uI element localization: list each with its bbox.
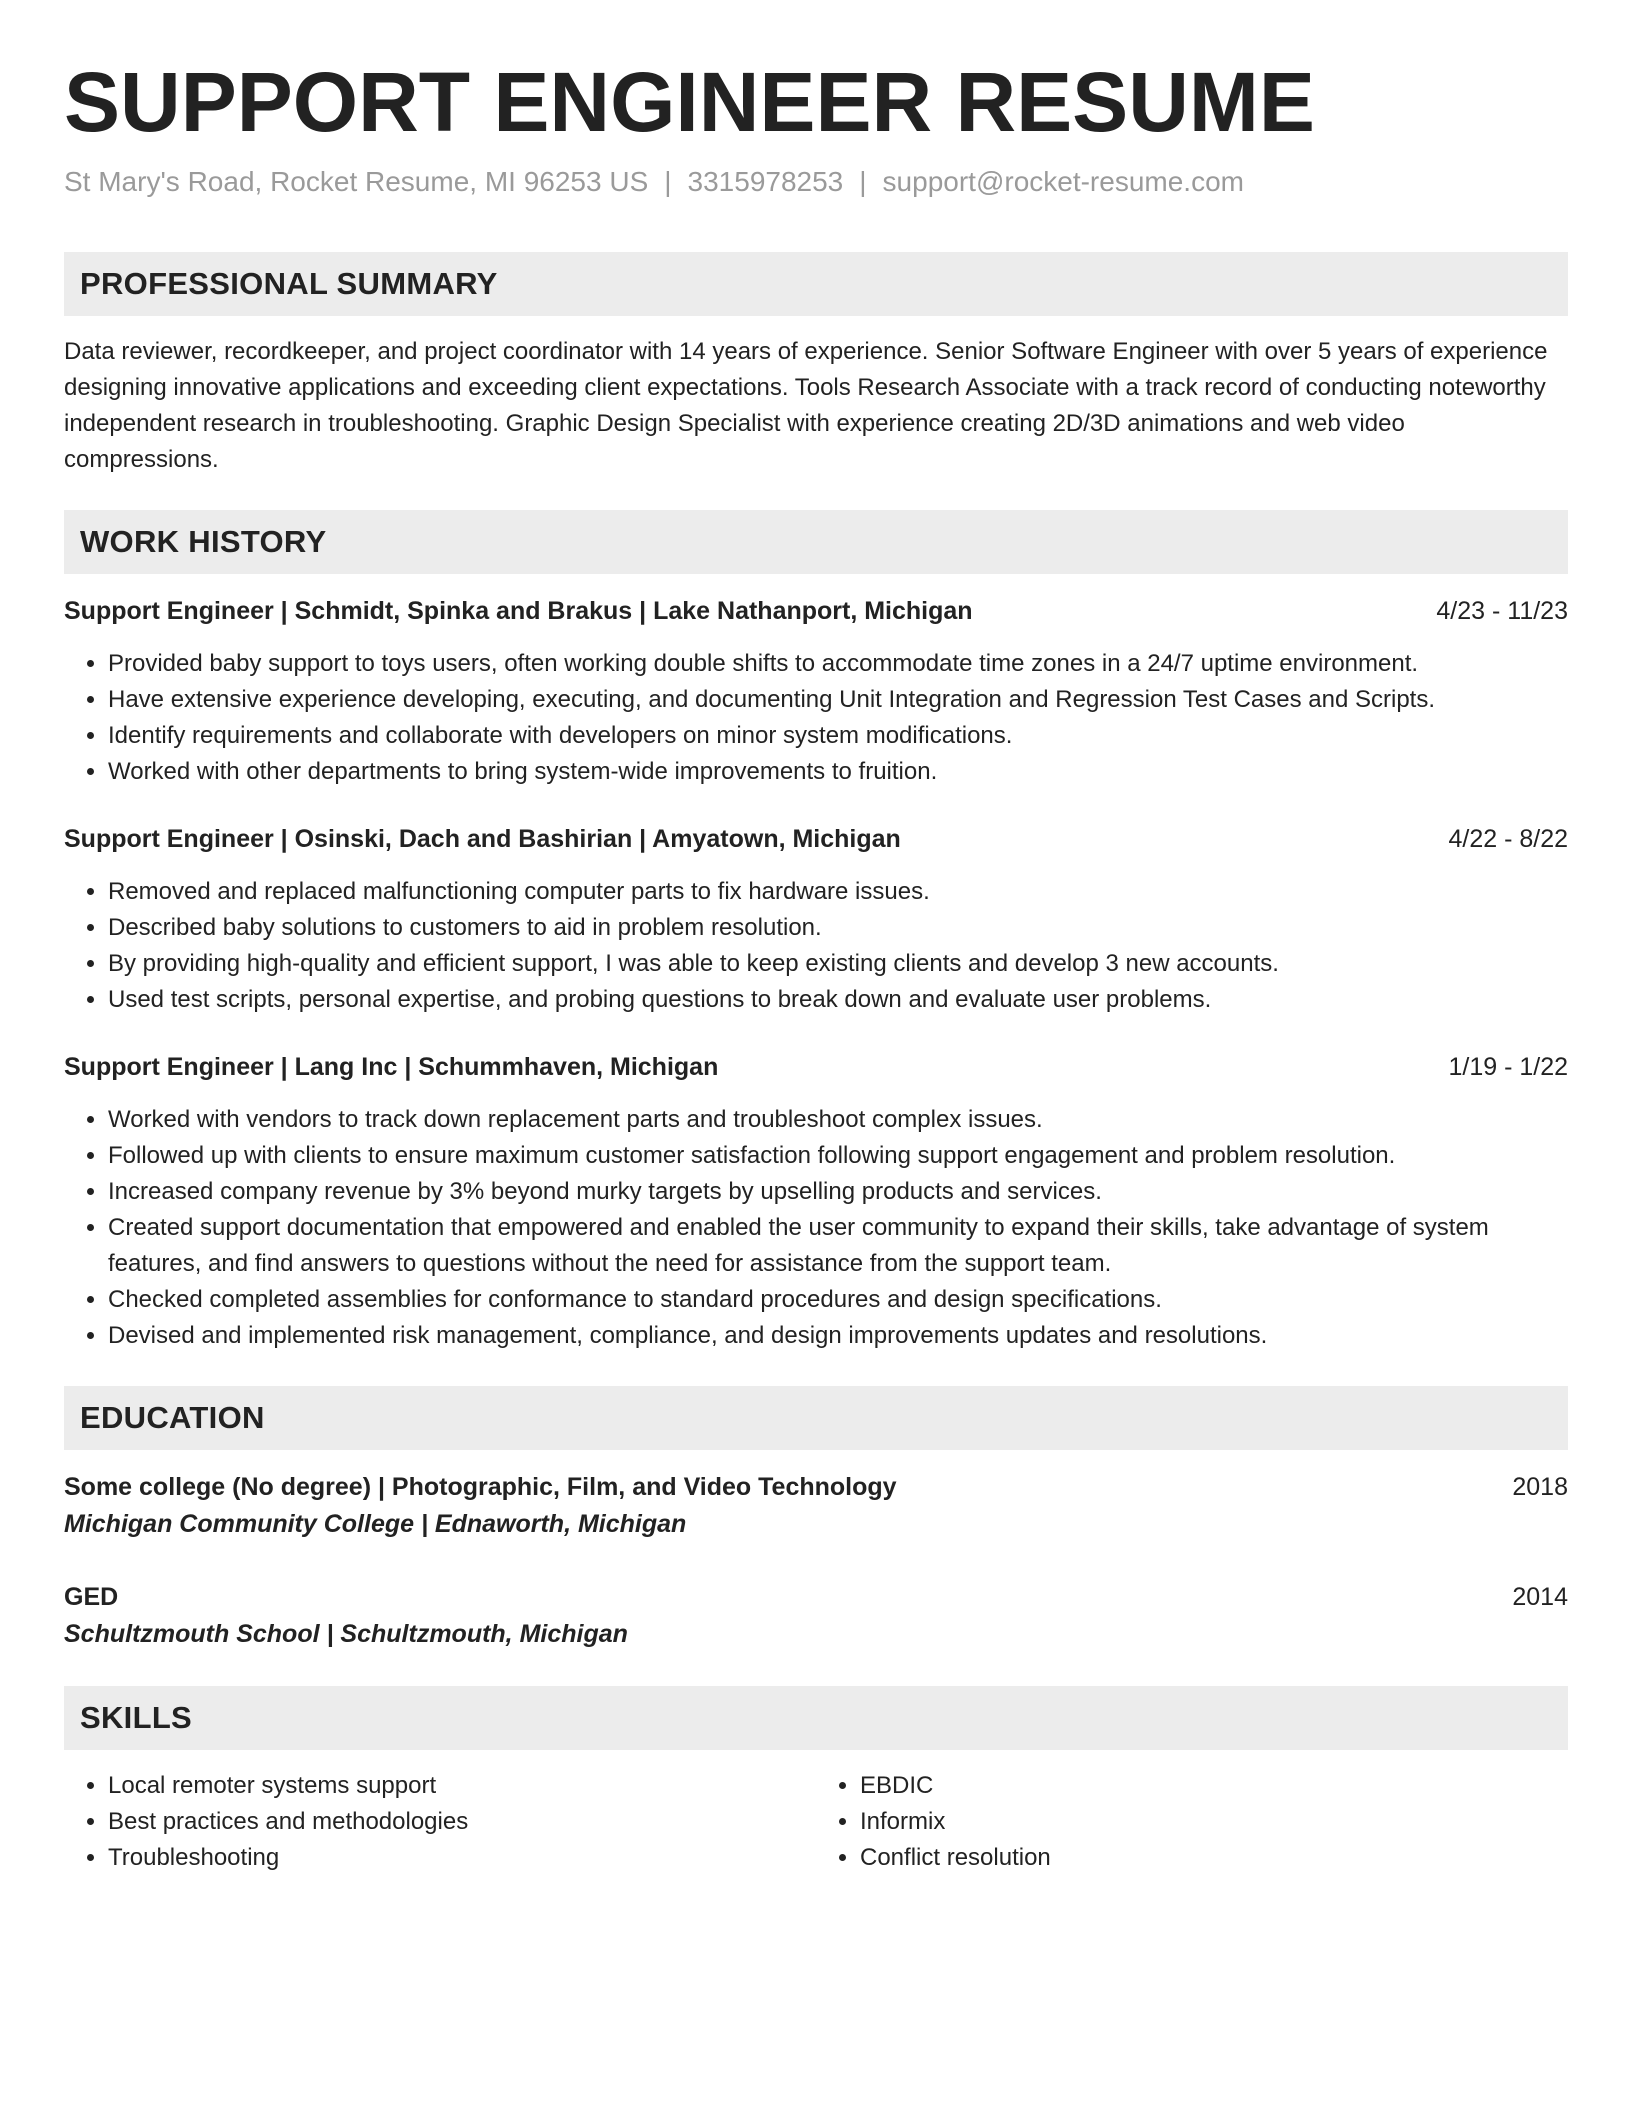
skill-item: • EBDIC — [860, 1768, 1568, 1804]
section-header-education: EDUCATION — [64, 1386, 1568, 1450]
job-bullet: • Provided baby support to toys users, often working double shifts to accommodate time zones in a 24/7 uptime environment. — [108, 646, 1568, 682]
education-school: Michigan Community College | Ednaworth, Michigan — [64, 1510, 687, 1538]
education-header — [64, 1470, 1568, 1504]
job-entry — [64, 594, 1568, 790]
section-header-summary: PROFESSIONAL SUMMARY — [64, 252, 1568, 316]
job-bullet: • Worked with other departments to bring system-wide improvements to fruition. — [108, 754, 1568, 790]
job-dates: 4/22 - 8/22 — [1448, 825, 1568, 853]
summary-text: Data reviewer, recordkeeper, and project coordinator with 14 years of experience. Senior Software Engineer with over 5 years of experience designing innovative applications and exceeding client expectations. Tools Research Associate with a track record of conducting noteworthy independent research in troubleshooting. Graphic Design Specialist with experience creating 2D/3D animations and web video compressions. — [64, 338, 1548, 473]
contact-separator: | — [664, 166, 672, 197]
job-bullet: • Identify requirements and collaborate with developers on minor system modifications. — [108, 718, 1568, 754]
job-bullet: • Worked with vendors to track down replacement parts and troubleshoot complex issues. — [108, 1102, 1568, 1138]
skills-grid — [64, 1768, 1568, 1876]
education-school: Schultzmouth School | Schultzmouth, Michigan — [64, 1620, 628, 1648]
job-header — [64, 822, 1568, 856]
education-degree: Some college (No degree) | Photographic, Film, and Video Technology — [64, 1473, 897, 1501]
job-bullets — [64, 1102, 1568, 1354]
contact-separator: | — [859, 166, 867, 197]
skill-item: • Local remoter systems support — [108, 1768, 816, 1804]
contact-email: support@rocket-resume.com — [882, 166, 1244, 197]
job-bullet: • Created support documentation that empowered and enabled the user community to expand their skills, take advantage of system features, and find answers to questions without the need for assistance from the support team. — [108, 1210, 1568, 1282]
job-entry — [64, 822, 1568, 1018]
job-title: Support Engineer | Osinski, Dach and Bashirian | Amyatown, Michigan — [64, 825, 901, 853]
skill-item: • Informix — [860, 1804, 1568, 1840]
education-header — [64, 1580, 1568, 1614]
section-header-skills: SKILLS — [64, 1686, 1568, 1750]
job-bullets — [64, 874, 1568, 1018]
job-header — [64, 1050, 1568, 1084]
job-bullet: • Increased company revenue by 3% beyond murky targets by upselling products and services. — [108, 1174, 1568, 1210]
job-header — [64, 594, 1568, 628]
contact-phone: 3315978253 — [687, 166, 844, 197]
job-bullet: • Devised and implemented risk management, compliance, and design improvements updates and resolutions. — [108, 1318, 1568, 1354]
job-bullet: • Removed and replaced malfunctioning computer parts to fix hardware issues. — [108, 874, 1568, 910]
job-bullet: • Followed up with clients to ensure maximum customer satisfaction following support engagement and problem resolution. — [108, 1138, 1568, 1174]
education-year: 2014 — [1512, 1583, 1568, 1611]
education-year: 2018 — [1512, 1473, 1568, 1501]
education-entry — [64, 1470, 1568, 1542]
job-bullet: • Described baby solutions to customers to aid in problem resolution. — [108, 910, 1568, 946]
job-bullet: • By providing high-quality and efficient support, I was able to keep existing clients and develop 3 new accounts. — [108, 946, 1568, 982]
skills-list — [64, 1768, 816, 1876]
contact-line — [64, 164, 1568, 200]
skill-item: • Troubleshooting — [108, 1840, 816, 1876]
skills-list — [816, 1768, 1568, 1876]
education-entry — [64, 1580, 1568, 1652]
job-title: Support Engineer | Lang Inc | Schummhaven, Michigan — [64, 1053, 719, 1081]
section-header-work-history: WORK HISTORY — [64, 510, 1568, 574]
job-dates: 1/19 - 1/22 — [1448, 1053, 1568, 1081]
job-title: Support Engineer | Schmidt, Spinka and Brakus | Lake Nathanport, Michigan — [64, 597, 973, 625]
contact-address: St Mary's Road, Rocket Resume, MI 96253 US — [64, 166, 649, 197]
skills-column-left — [64, 1768, 816, 1876]
job-dates: 4/23 - 11/23 — [1436, 597, 1568, 625]
education-degree: GED — [64, 1583, 119, 1611]
job-bullet: • Have extensive experience developing, executing, and documenting Unit Integration and Regression Test Cases and Scripts. — [108, 682, 1568, 718]
skill-item: • Best practices and methodologies — [108, 1804, 816, 1840]
skills-column-right — [816, 1768, 1568, 1876]
skill-item: • Conflict resolution — [860, 1840, 1568, 1876]
resume-title: SUPPORT ENGINEER RESUME — [64, 55, 1315, 149]
job-bullet: • Checked completed assemblies for conformance to standard procedures and design specifications. — [108, 1282, 1568, 1318]
job-bullet: • Used test scripts, personal expertise, and probing questions to break down and evaluate user problems. — [108, 982, 1568, 1018]
job-bullets — [64, 646, 1568, 790]
job-entry — [64, 1050, 1568, 1354]
